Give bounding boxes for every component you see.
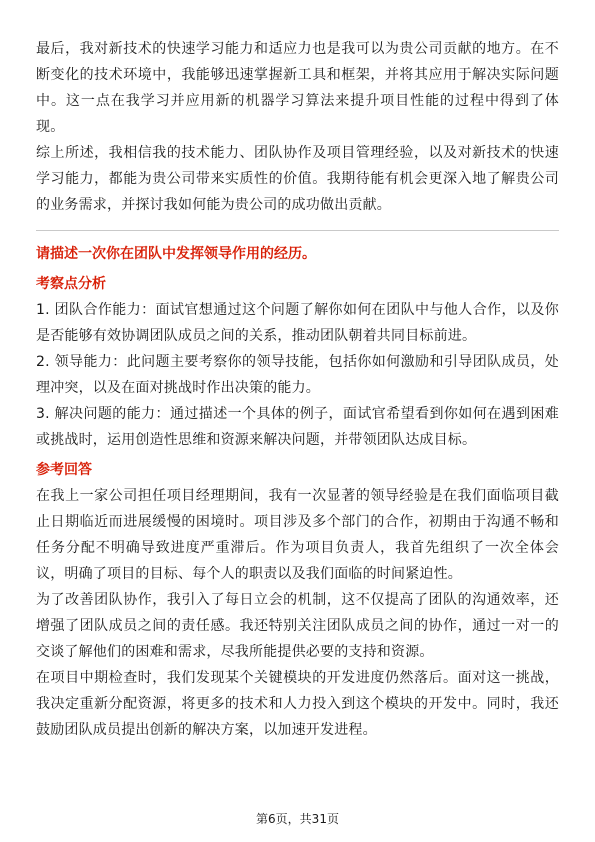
answer-paragraph-2: 为了改善团队协作，我引入了每日立会的机制，这不仅提高了团队的沟通效率，还增强了团队成员之间的责任感。我还特别关注团队成员之间的协作，通过一对一的交谈了解他们的困难和需求，尽我所能提供必要的支持和资源。 (36, 592, 559, 660)
answer-paragraph-3: 在项目中期检查时，我们发现某个关键模块的开发进度仍然落后。面对这一挑战，我决定重新分配资源，将更多的技术和人力投入到这个模块的开发中。同时，我还鼓励团队成员提出创新的解决方案，以加速开发进程。 (36, 670, 559, 738)
analysis-item-2: 2. 领导能力：此问题主要考察你的领导技能，包括你如何激励和引导团队成员，处理冲突，以及在面对挑战时作出决策的能力。 (36, 354, 559, 396)
analysis-title: 考察点分析 (36, 276, 106, 292)
document-page (36, 36, 559, 743)
intro-paragraph-1: 最后，我对新技术的快速学习能力和适应力也是我可以为贵公司贡献的地方。在不断变化的技术环境中，我能够迅速掌握新工具和框架，并将其应用于解决实际问题中。这一点在我学习并应用新的机器学习算法来提升项目性能的过程中得到了体现。 (36, 41, 559, 135)
analysis-item-3: 3. 解决问题的能力：通过描述一个具体的例子，面试官希望看到你如何在遇到困难或挑战时，运用创造性思维和资源来解决问题，并带领团队达成目标。 (36, 406, 559, 448)
answer-paragraph-1: 在我上一家公司担任项目经理期间，我有一次显著的领导经验是在我们面临项目截止日期临近而进展缓慢的困境时。项目涉及多个部门的合作，初期由于沟通不畅和任务分配不明确导致进度严重滞后。作为项目负责人，我首先组织了一次全体会议，明确了项目的目标、每个人的职责以及我们面临的时间紧迫性。 (36, 488, 559, 582)
question-heading: 请描述一次你在团队中发挥领导作用的经历。 (36, 246, 316, 262)
analysis-item-1: 1. 团队合作能力：面试官想通过这个问题了解你如何在团队中与他人合作，以及你是否能够有效协调团队成员之间的关系，推动团队朝着共同目标前进。 (36, 302, 559, 344)
answer-title: 参考回答 (36, 462, 92, 478)
section-divider (36, 230, 559, 231)
intro-paragraph-2: 综上所述，我相信我的技术能力、团队协作及项目管理经验，以及对新技术的快速学习能力，都能为贵公司带来实质性的价值。我期待能有机会更深入地了解贵公司的业务需求，并探讨我如何能为贵公司的成功做出贡献。 (36, 145, 559, 213)
page-footer: 第6页，共31页 (256, 812, 339, 826)
